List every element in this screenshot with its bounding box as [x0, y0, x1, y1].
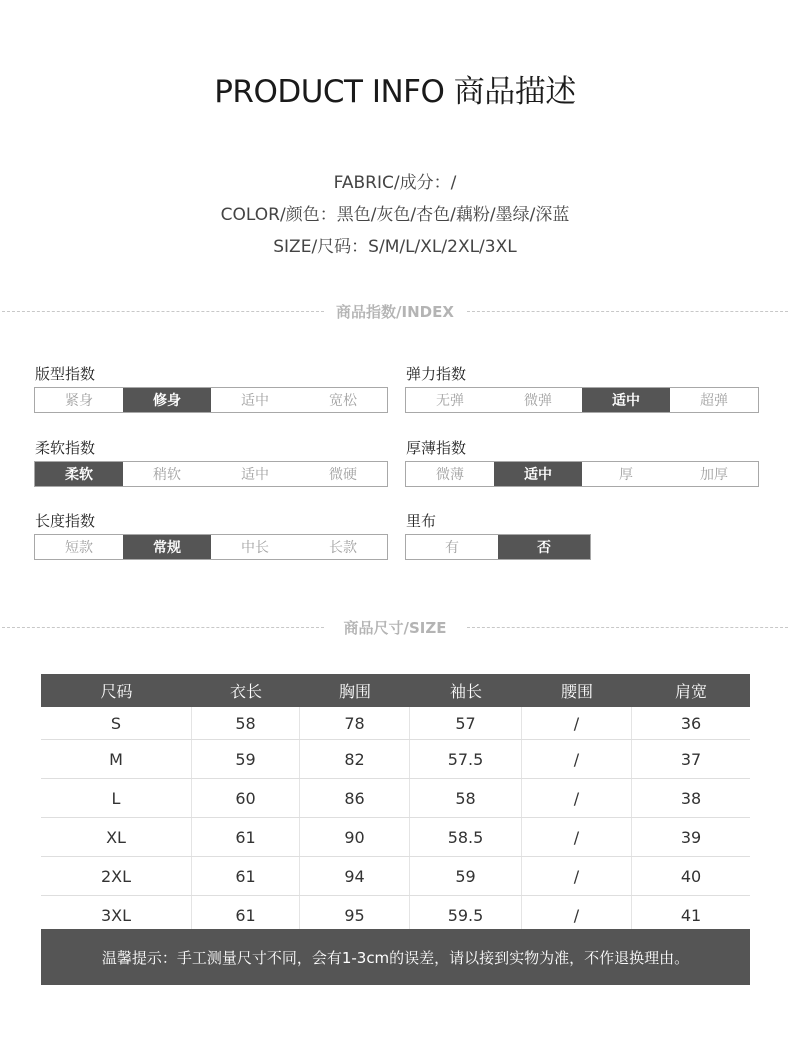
size-table-cell: 94	[300, 857, 410, 895]
index-label: 里布	[406, 512, 437, 530]
index-label: 长度指数	[35, 512, 96, 530]
page-title: PRODUCT INFO 商品描述	[214, 74, 576, 110]
size-table-cell: 86	[300, 779, 410, 817]
size-table-cell: 95	[300, 896, 410, 934]
size-table-row	[41, 857, 750, 896]
color-info: COLOR/颜色：黑色/灰色/杏色/藕粉/墨绿/深蓝	[220, 205, 570, 225]
index-section-divider	[0, 301, 790, 321]
header-cell: 袖长	[449, 682, 482, 701]
size-table-cell: 58	[192, 707, 300, 739]
thickness-index-bar	[405, 461, 759, 487]
index-option: 微弹	[524, 393, 552, 409]
size-table-cell: /	[522, 779, 632, 817]
size-table-cell: 57	[410, 707, 522, 739]
size-table-cell: 36	[680, 713, 702, 733]
index-option: 常规	[123, 535, 211, 559]
lining-index-bar	[405, 534, 591, 560]
index-option: 否	[498, 535, 590, 559]
fit-index-bar	[34, 387, 388, 413]
index-option: 微薄	[436, 467, 464, 483]
header-cell: 腰围	[560, 682, 593, 701]
index-section-title: 商品指数/INDEX	[336, 303, 454, 321]
size-table-cell: /	[522, 896, 632, 934]
size-table-cell: 37	[680, 749, 702, 769]
size-table-row	[41, 818, 750, 857]
index-option: 稍软	[153, 467, 181, 483]
size-table-cell: 61	[192, 818, 300, 856]
fabric-info: FABRIC/成分：/	[333, 173, 457, 193]
size-table-cell: 3XL	[41, 896, 192, 934]
index-option: 微硬	[329, 467, 357, 483]
index-option: 适中	[241, 393, 269, 409]
index-option: 适中	[582, 388, 670, 412]
length-index-bar	[34, 534, 388, 560]
size-table-cell: 60	[192, 779, 300, 817]
header-cell: 尺码	[100, 682, 133, 701]
size-section-divider	[0, 617, 790, 637]
index-option: 短款	[65, 540, 93, 556]
size-table-cell: 59	[192, 740, 300, 778]
size-table-cell: 40	[680, 866, 702, 886]
size-table-row	[41, 740, 750, 779]
size-table-cell: 2XL	[41, 857, 192, 895]
index-option: 长款	[329, 540, 357, 556]
size-table-cell: /	[522, 740, 632, 778]
elasticity-index-bar	[405, 387, 759, 413]
index-option: 中长	[241, 540, 269, 556]
index-option: 厚	[619, 467, 633, 483]
size-table-cell: 58	[410, 779, 522, 817]
size-table-header	[41, 674, 750, 707]
size-table-cell: XL	[41, 818, 192, 856]
index-option: 修身	[123, 388, 211, 412]
size-table-cell: 82	[300, 740, 410, 778]
size-table-cell: /	[522, 857, 632, 895]
index-option: 有	[445, 540, 459, 556]
index-option: 无弹	[436, 393, 464, 409]
size-table-row	[41, 707, 750, 740]
header-cell: 胸围	[338, 682, 371, 701]
size-table-cell: 58.5	[410, 818, 522, 856]
index-option: 宽松	[329, 393, 357, 409]
size-table-cell: 90	[300, 818, 410, 856]
index-option: 超弹	[700, 393, 728, 409]
size-table-cell: L	[41, 779, 192, 817]
size-table-cell: 61	[192, 896, 300, 934]
index-option: 柔软	[35, 462, 123, 486]
index-label: 弹力指数	[406, 365, 467, 383]
size-table-cell: 39	[680, 827, 702, 847]
measurement-notice: 温馨提示：手工测量尺寸不同，会有1-3cm的误差，请以接到实物为准，不作退换理由。	[41, 929, 750, 985]
size-table-cell: 59	[410, 857, 522, 895]
size-table-cell: /	[522, 818, 632, 856]
index-label: 厚薄指数	[406, 439, 467, 457]
size-table-cell: 61	[192, 857, 300, 895]
size-table-cell: S	[41, 707, 192, 739]
size-info: SIZE/尺码：S/M/L/XL/2XL/3XL	[273, 237, 517, 257]
size-table-cell: /	[522, 707, 632, 739]
index-option: 适中	[241, 467, 269, 483]
header-cell: 衣长	[229, 682, 262, 701]
size-table-cell: M	[41, 740, 192, 778]
index-option: 加厚	[700, 467, 728, 483]
index-option: 适中	[494, 462, 582, 486]
size-table-cell: 59.5	[410, 896, 522, 934]
index-label: 柔软指数	[35, 439, 96, 457]
size-table	[41, 674, 750, 935]
size-table-cell: 78	[300, 707, 410, 739]
index-label: 版型指数	[35, 365, 96, 383]
index-option: 紧身	[65, 393, 93, 409]
size-table-cell: 57.5	[410, 740, 522, 778]
size-section-title: 商品尺寸/SIZE	[343, 619, 447, 637]
header-cell: 肩宽	[674, 682, 707, 701]
size-table-cell: 38	[680, 788, 702, 808]
size-table-cell: 41	[680, 905, 702, 925]
softness-index-bar	[34, 461, 388, 487]
size-table-row	[41, 779, 750, 818]
